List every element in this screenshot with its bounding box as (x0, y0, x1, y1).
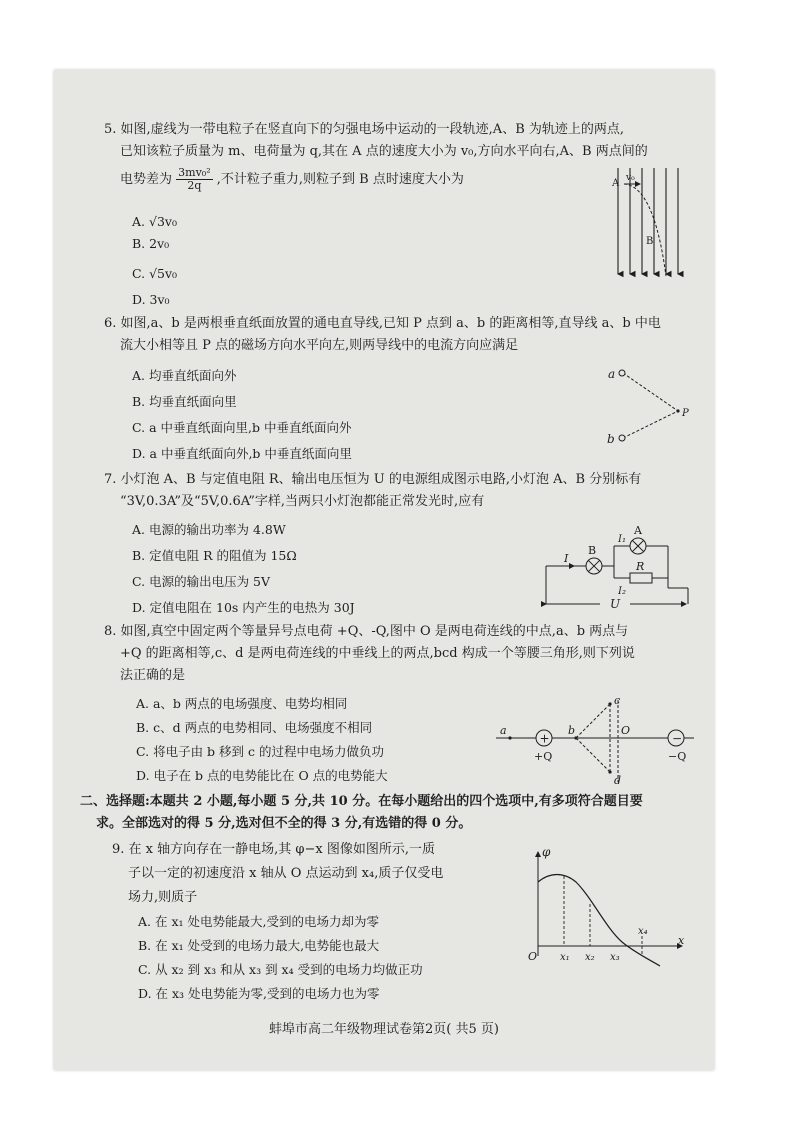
q6-option-a: A. 均垂直纸面向外 (132, 368, 237, 383)
q9-line3: 场力,则质子 (128, 890, 198, 905)
q6-option-b: B. 均垂直纸面向里 (132, 394, 237, 409)
q5-label-a: A (612, 178, 620, 189)
q9-line2: 子以一定的初速度沿 x 轴从 O 点运动到 x₄,质子仅受电 (128, 866, 444, 881)
q9-label-x2: x₂ (585, 952, 595, 963)
q8-option-d: D. 电子在 b 点的电势能比在 O 点的电势能大 (136, 768, 388, 783)
q5-line3 (120, 166, 464, 194)
q6-line1: 6. 如图,a、b 是两根垂直纸面放置的通电直导线,已知 P 点到 a、b 的距离相等,直导线 a、b 中电 (104, 316, 661, 331)
q7-label-a: A (634, 524, 642, 537)
q7-line2: “3V,0.3A”及“5V,0.6A”字样,当两只小灯泡都能正常发光时,应有 (120, 494, 485, 509)
exam-page (54, 70, 714, 1070)
q8-label-c: c (614, 694, 621, 707)
q7-option-b: B. 定值电阻 R 的阻值为 15Ω (132, 548, 297, 563)
q8-label-d: d (614, 774, 622, 787)
q5-line3-post: ,不计粒子重力,则粒子到 B 点时速度大小为 (216, 172, 464, 187)
q8-line1: 8. 如图,真空中固定两个等量异号点电荷 +Q、-Q,图中 O 是两电荷连线的中点,a、b 两点与 (104, 624, 629, 639)
q5-fraction (176, 167, 212, 192)
q5-field-figure (610, 166, 684, 282)
q9-label-x1: x₁ (560, 952, 570, 963)
q7-label-i1: I₁ (618, 534, 626, 545)
q7-label-b: B (588, 544, 597, 557)
q6-wire-b (619, 435, 625, 441)
q5-option-a: A. √3v₀ (132, 214, 177, 229)
q9-option-a: A. 在 x₁ 处电势能最大,受到的电场力却为零 (138, 914, 379, 929)
q8-label-a: a (500, 724, 507, 737)
q7-circuit-figure (540, 518, 690, 614)
q8-option-c: C. 将电子由 b 移到 c 的过程中电场力做负功 (136, 744, 384, 759)
q6-label-b: b (607, 432, 615, 446)
q6-wire-figure (604, 366, 694, 446)
page-footer: 蚌埠市高二年级物理试卷第2页( 共5 页) (269, 1022, 499, 1037)
q7-label-u: U (610, 597, 621, 611)
q5-line3-pre: 电势差为 (120, 172, 173, 187)
q8-label-plusq: +Q (534, 750, 553, 763)
q6-line2: 流大小相等且 P 点的磁场方向水平向左,则两导线中的电流方向应满足 (120, 338, 519, 353)
q9-label-x: x (678, 934, 685, 947)
q9-option-c: C. 从 x₂ 到 x₃ 和从 x₃ 到 x₄ 受到的电场力均做正功 (138, 962, 423, 977)
q8-charge-figure (488, 696, 706, 792)
q8-line3: 法正确的是 (120, 668, 186, 683)
q8-minus-sign: − (672, 731, 683, 746)
q9-label-x3: x₃ (610, 952, 620, 963)
q6-label-a: a (608, 367, 616, 381)
q9-label-o: O (528, 950, 538, 963)
q7-line1: 7. 小灯泡 A、B 与定值电阻 R、输出电压恒为 U 的电源组成图示电路,小灯泡 A、B 分别标有 (104, 472, 642, 487)
q5-label-v0: v₀ (626, 173, 635, 183)
q7-option-c: C. 电源的输出电压为 5V (132, 574, 271, 589)
q6-option-c: C. a 中垂直纸面向里,b 中垂直纸面向外 (132, 420, 352, 435)
section2-line1: 二、选择题:本题共 2 小题,每小题 5 分,共 10 分。在每小题给出的四个选项中,有多项符合题目要 (80, 794, 643, 809)
q7-label-r: R (636, 560, 645, 573)
q7-option-d: D. 定值电阻在 10s 内产生的电热为 30J (132, 600, 355, 615)
q8-plus-sign: + (539, 731, 550, 746)
q9-option-d: D. 在 x₃ 处电势能为零,受到的电场力也为零 (138, 986, 380, 1001)
q5-label-b: B (646, 236, 654, 247)
q7-label-i: I (564, 552, 569, 565)
q5-line2: 已知该粒子质量为 m、电荷量为 q,其在 A 点的速度大小为 v₀,方向水平向右,A、B 两点间的 (120, 144, 648, 159)
q9-phi-x-graph (502, 846, 688, 972)
q8-label-o: O (621, 724, 631, 737)
q8-label-minusq: −Q (668, 750, 687, 763)
q9-line1: 9. 在 x 轴方向存在一静电场,其 φ−x 图像如图所示,一质 (112, 842, 435, 857)
q7-resistor (630, 573, 652, 583)
q6-point-p (676, 409, 679, 412)
q9-option-b: B. 在 x₁ 处受到的电场力最大,电势能也最大 (138, 938, 380, 953)
q5-frac-den: 2q (187, 179, 202, 192)
q6-label-p: P (682, 408, 689, 419)
q5-option-c: C. √5v₀ (132, 266, 178, 281)
q8-line2: +Q 的距离相等,c、d 是两电荷连线的中垂线上的两点,bcd 构成一个等腰三角形,则下列说 (120, 646, 635, 661)
q5-frac-num: 3mv₀² (178, 166, 211, 179)
q8-option-b: B. c、d 两点的电势相同、电场强度不相同 (136, 720, 373, 735)
q9-label-phi: φ (542, 845, 551, 859)
section2-line2: 求。全部选对的得 5 分,选对但不全的得 3 分,有选错的得 0 分。 (96, 816, 472, 831)
q8-label-b: b (568, 724, 576, 737)
q6-wire-a (619, 370, 625, 376)
q8-option-a: A. a、b 两点的电场强度、电势均相同 (136, 696, 348, 711)
q7-label-i2: I₂ (618, 586, 626, 597)
q5-line1: 5. 如图,虚线为一带电粒子在竖直向下的匀强电场中运动的一段轨迹,A、B 为轨迹上的两点, (104, 122, 625, 137)
q5-option-d: D. 3v₀ (132, 292, 170, 307)
q5-option-b: B. 2v₀ (132, 236, 170, 251)
q6-option-d: D. a 中垂直纸面向外,b 中垂直纸面向里 (132, 446, 352, 461)
q9-label-x4: x₄ (638, 926, 648, 937)
q7-option-a: A. 电源的输出功率为 4.8W (132, 522, 286, 537)
